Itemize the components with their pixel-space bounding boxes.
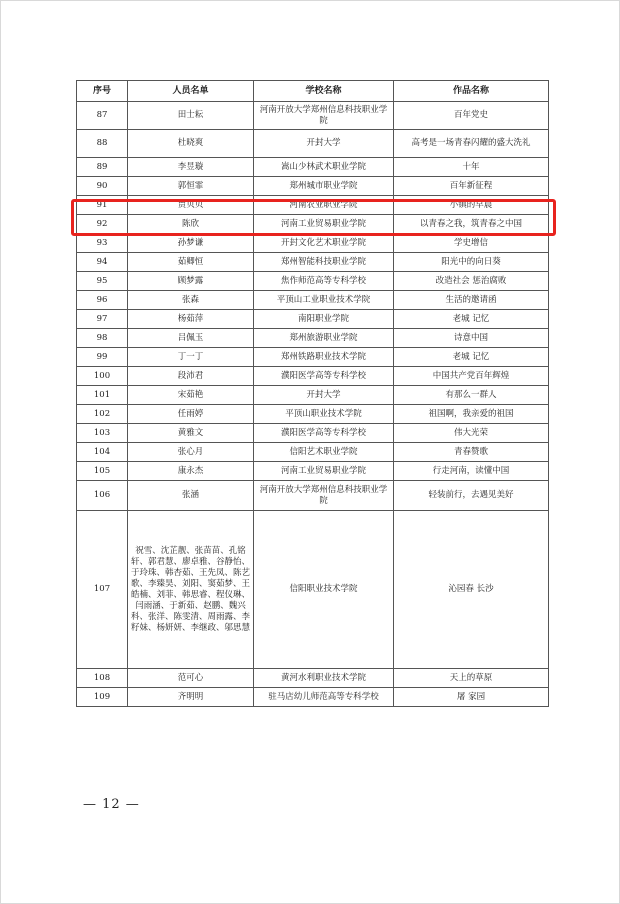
row-work-title: 百年新征程 [394,177,549,196]
row-number: 102 [77,405,128,424]
row-school-name: 郑州旅游职业学院 [254,329,394,348]
row-school-name: 黄河水利职业技术学院 [254,669,394,688]
row-person-names: 李昱璇 [128,158,254,177]
row-work-title: 行走河南，读懂中国 [394,462,549,481]
table-row [77,329,549,348]
row-person-names: 郭恒霏 [128,177,254,196]
row-person-names: 吕佩玉 [128,329,254,348]
row-number: 95 [77,272,128,291]
row-work-title: 有那么一群人 [394,386,549,405]
row-work-title: 中国共产党百年辉煌 [394,367,549,386]
row-school-name: 开封大学 [254,386,394,405]
table-row [77,511,549,669]
row-person-names: 杨茹萍 [128,310,254,329]
row-number: 101 [77,386,128,405]
row-school-name: 平顶山工业职业技术学院 [254,291,394,310]
row-person-names: 张涵 [128,481,254,511]
row-person-names: 陈欣 [128,215,254,234]
row-work-title: 伟大光荣 [394,424,549,443]
row-work-title: 祖国啊，我亲爱的祖国 [394,405,549,424]
row-work-title: 沁园春 长沙 [394,511,549,669]
row-person-names: 宋茹艳 [128,386,254,405]
row-number: 108 [77,669,128,688]
col-header-work: 作品名称 [394,81,549,102]
table-row [77,272,549,291]
row-school-name: 南阳职业学院 [254,310,394,329]
row-person-names: 孙梦谦 [128,234,254,253]
row-number: 96 [77,291,128,310]
row-person-names: 祝雪、沈芷靓、张苗苗、孔铭轩、郭君慧、廖卓雅、谷静怡、于玲珠、韩杏茹、王先凤、陈艺歌、李臻昊、刘阳、窦茹梦、王皓楠、刘菲、韩思睿、程仪琳、闫雨涵、于新茹、赵鹏、魏兴科、张洋、陈雯清、周雨露、李籽妹、杨妍妍、李继政、邬思慧 [128,511,254,669]
row-work-title: 屠 家园 [394,688,549,707]
row-work-title: 高考是一场青春闪耀的盛大洗礼 [394,130,549,158]
row-number: 92 [77,215,128,234]
table-row [77,253,549,272]
row-number: 90 [77,177,128,196]
row-number: 94 [77,253,128,272]
row-school-name: 焦作师范高等专科学校 [254,272,394,291]
table-body [77,102,549,707]
table-row [77,234,549,253]
row-work-title: 小镇的早晨 [394,196,549,215]
row-number: 93 [77,234,128,253]
table-row [77,291,549,310]
row-number: 98 [77,329,128,348]
row-person-names: 田士耘 [128,102,254,130]
table-row [77,158,549,177]
row-school-name: 河南农业职业学院 [254,196,394,215]
row-person-names: 顾梦露 [128,272,254,291]
table-row [77,215,549,234]
row-school-name: 郑州铁路职业技术学院 [254,348,394,367]
row-person-names: 杜晓爽 [128,130,254,158]
row-work-title: 十年 [394,158,549,177]
table-row [77,443,549,462]
row-work-title: 阳光中的向日葵 [394,253,549,272]
row-person-names: 齐明明 [128,688,254,707]
row-work-title: 改造社会 惩治腐败 [394,272,549,291]
table-row [77,348,549,367]
row-number: 109 [77,688,128,707]
row-work-title: 青春赞歌 [394,443,549,462]
row-number: 107 [77,511,128,669]
row-number: 105 [77,462,128,481]
table-row [77,177,549,196]
col-header-school: 学校名称 [254,81,394,102]
header-row [77,81,549,102]
table-row [77,386,549,405]
row-number: 97 [77,310,128,329]
table-row [77,405,549,424]
row-work-title: 以青春之我，筑青春之中国 [394,215,549,234]
row-school-name: 河南工业贸易职业学院 [254,215,394,234]
row-number: 88 [77,130,128,158]
table-row [77,130,549,158]
row-work-title: 老城 记忆 [394,310,549,329]
table-row [77,424,549,443]
row-number: 100 [77,367,128,386]
row-person-names: 贾贝贝 [128,196,254,215]
row-number: 89 [77,158,128,177]
table-row [77,367,549,386]
row-school-name: 濮阳医学高等专科学校 [254,424,394,443]
roster-table [76,80,549,707]
row-person-names: 范可心 [128,669,254,688]
row-school-name: 平顶山职业技术学院 [254,405,394,424]
table-row [77,481,549,511]
table-row [77,462,549,481]
row-school-name: 驻马店幼儿师范高等专科学校 [254,688,394,707]
row-school-name: 开封大学 [254,130,394,158]
row-person-names: 黄雅文 [128,424,254,443]
row-number: 103 [77,424,128,443]
row-school-name: 河南开放大学郑州信息科技职业学院 [254,102,394,130]
row-work-title: 生活的邀请函 [394,291,549,310]
row-number: 91 [77,196,128,215]
table-row [77,688,549,707]
col-header-names: 人员名单 [128,81,254,102]
row-school-name: 河南工业贸易职业学院 [254,462,394,481]
row-work-title: 老城 记忆 [394,348,549,367]
row-school-name: 信阳职业技术学院 [254,511,394,669]
col-header-number: 序号 [77,81,128,102]
row-person-names: 段沛君 [128,367,254,386]
row-number: 106 [77,481,128,511]
row-school-name: 信阳艺术职业学院 [254,443,394,462]
row-school-name: 濮阳医学高等专科学校 [254,367,394,386]
table-row [77,310,549,329]
row-person-names: 张心月 [128,443,254,462]
row-number: 104 [77,443,128,462]
row-person-names: 张森 [128,291,254,310]
row-school-name: 开封文化艺术职业学院 [254,234,394,253]
row-work-title: 诗意中国 [394,329,549,348]
row-number: 99 [77,348,128,367]
row-school-name: 郑州城市职业学院 [254,177,394,196]
row-school-name: 河南开放大学郑州信息科技职业学院 [254,481,394,511]
row-school-name: 郑州智能科技职业学院 [254,253,394,272]
row-work-title: 百年党史 [394,102,549,130]
table-row [77,102,549,130]
row-work-title: 轻装前行，去遇见美好 [394,481,549,511]
table-row [77,196,549,215]
row-person-names: 康永杰 [128,462,254,481]
row-number: 87 [77,102,128,130]
row-school-name: 嵩山少林武术职业学院 [254,158,394,177]
page-number: — 12 — [83,797,140,812]
row-work-title: 天上的草原 [394,669,549,688]
row-person-names: 丁一丁 [128,348,254,367]
row-work-title: 学史增信 [394,234,549,253]
row-person-names: 茹卿恒 [128,253,254,272]
row-person-names: 任雨婷 [128,405,254,424]
table-row [77,669,549,688]
